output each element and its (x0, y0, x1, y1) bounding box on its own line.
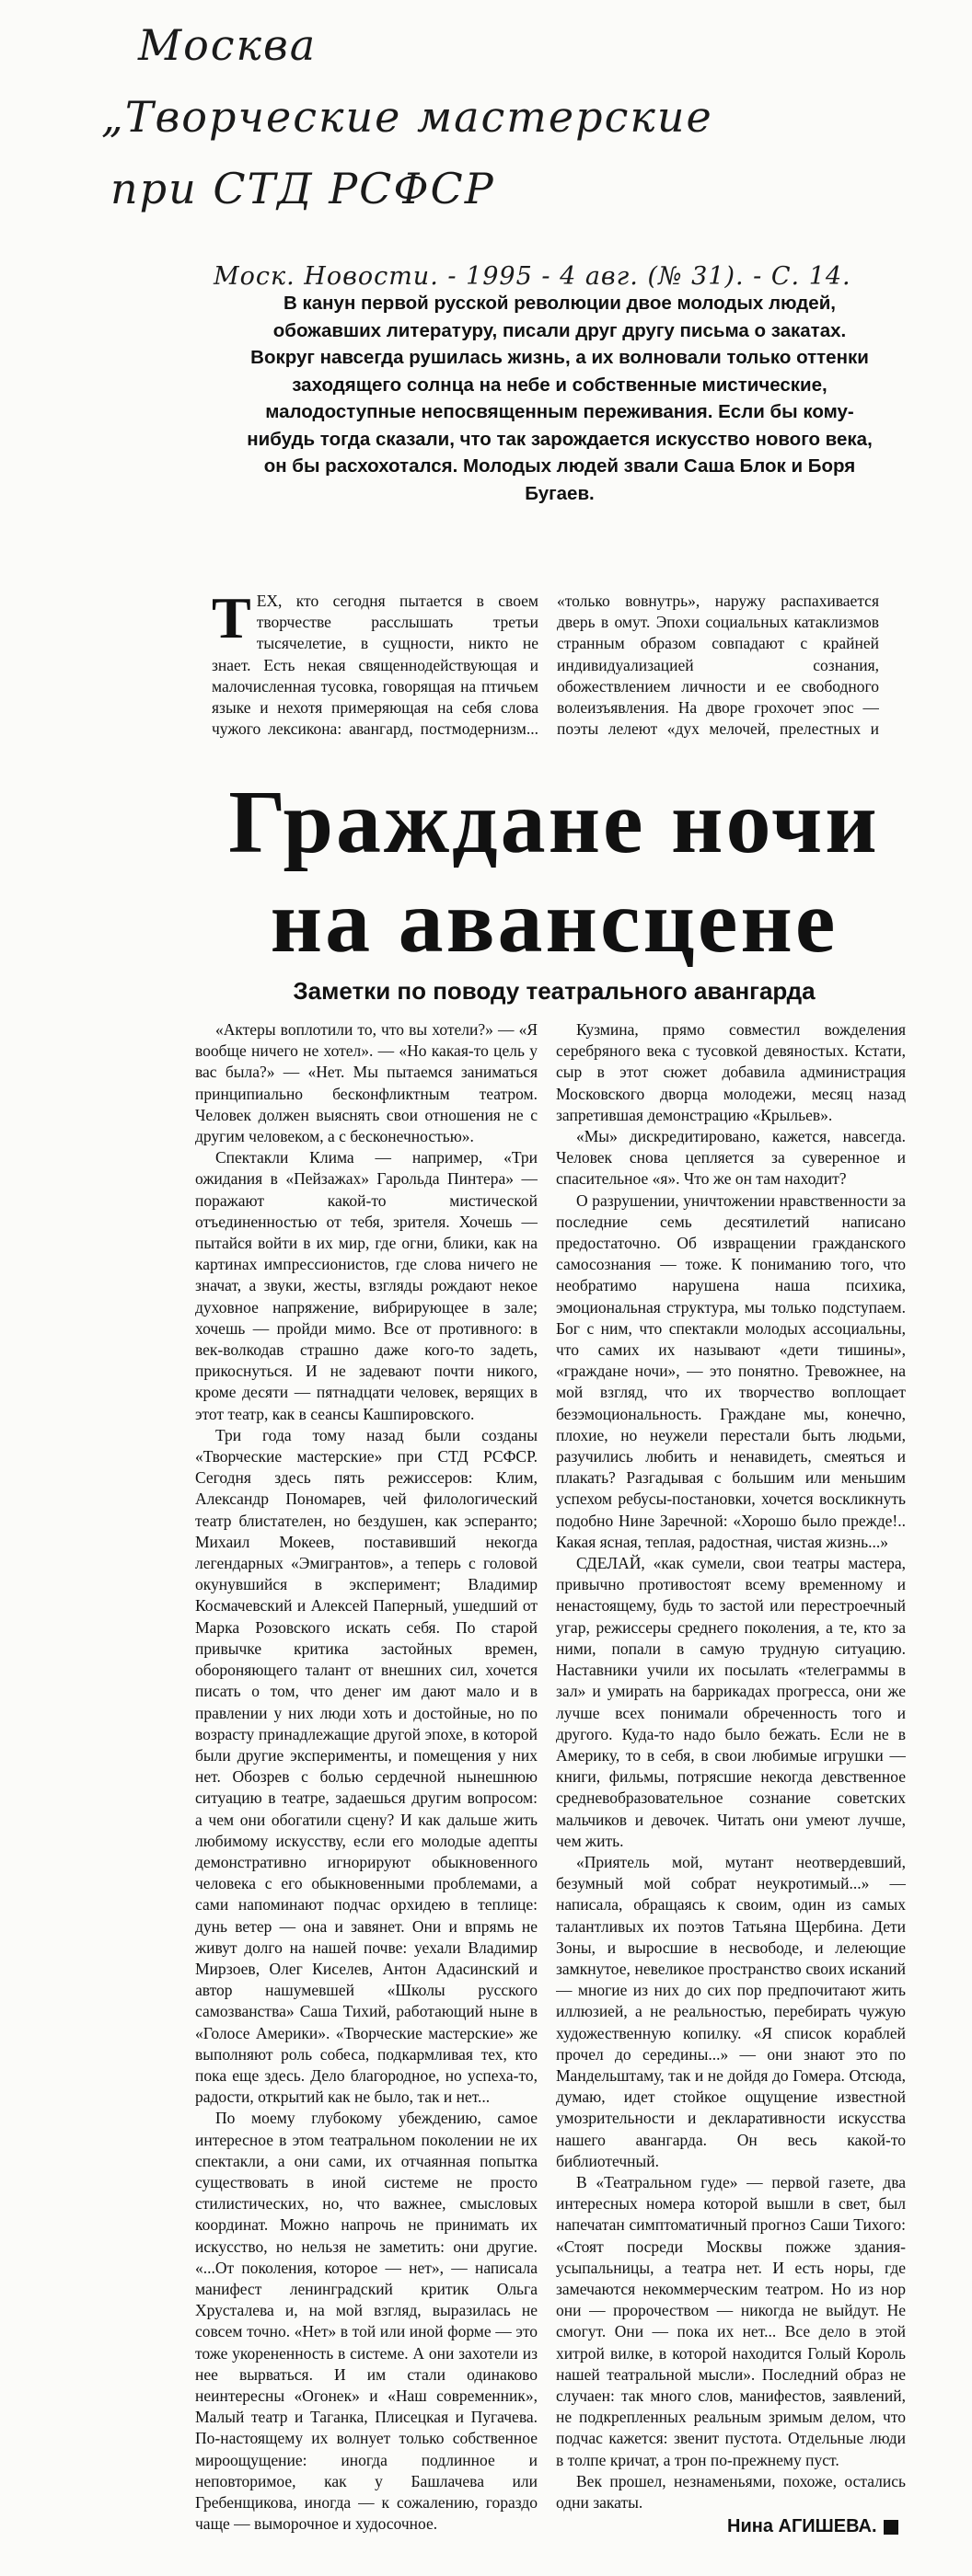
headline-line-1: Граждане ночи (228, 773, 880, 872)
body-paragraph: По моему глубокому убеждению, самое интересное в этом театральном поколении не их спектакли, а они сами, их отчаянная попытка существовать в иной системе не просто стилистических, но, что важнее, смысловых координат. Можно напрочь не принимать их искусство, но нельзя не заметить: они другие. «...От поколения, которое — нет», — написала манифест ленинградский критик Ольга Хрусталева и, на мой взгляд, выразилась не совсем точно. «Нет» в той или иной форме — это тоже укорененность в системе. А они захотели из нее вырваться. И им стали одинаково неинтересны «Огонек» и «Наш современник», Малый театр и Таганка, Плисецкая и Пугачева. По-настоящему их волнует только собственное мироощущение: иногда подлинное и неповторимое, как у Башлачева или Гребенщикова, иногда — к сожалению, гораздо чаще — выморочное и худосочное. (195, 2109, 538, 2534)
body-paragraph: «Мы» дискредитировано, кажется, навсегда. Человек снова цепляется за суверенное и спасительное «я». Что же он там находит? (556, 1127, 906, 1189)
body-paragraph: Кузмина, прямо совместил вожделения серебряного века с тусовкой девяностых. Кстати, сыр в этот сюжет добавила администрация Московского дворца молодежи, месяц назад запретившая демонстрацию «Крыльев». (556, 1020, 906, 1124)
intro-right-column (557, 591, 879, 738)
body-paragraph: Спектакли Клима — например, «Три ожидания в «Пейзажах» Гарольда Пинтера» — поражают какой-то мистической отъединенностью от тебя, зрителя. Хочешь — пытайся войти в их мир, где огни, блики, как на картинах импрессионистов, где слова ничего не значат, а звуки, жесты, взгляды рождают некое духовное напряжение, вибрирующее в зале; хочешь — пройди мимо. Все от противного: в век-волкодав страшно даже кого-то задеть, прикоснуться. И не задевают почти никого, кроме десяти — пятнадцати человек, верящих в этот театр, как в сеансы Кашпировского. (195, 1148, 538, 1423)
body-paragraph: «Актеры воплотили то, что вы хотели?» — «Я вообще ничего не хотел». — «Но какая-то цель у вас была?» — «Нет. Мы пытаемся заниматься принципиально бесконфликтным театром. Человек должен выяснять свои отношения не с другим человеком, а с бесконечностью». (195, 1020, 538, 1146)
end-mark (884, 2520, 898, 2535)
drop-cap: Т (212, 591, 251, 650)
body-left-column (195, 1019, 538, 2537)
handwritten-organization: „Творческие мастерские (101, 92, 713, 142)
body-paragraph: В «Театральном гуде» — первой газете, два интересных номера которой вышли в свет, был напечатан симптоматичный прогноз Саши Тихого: «Стоят посреди Москвы пожже здания-усыпальницы, а театра нет. И есть норы, где замечаются некоммерческим театром. Но из нор они — пророчеством — никогда не выйдут. Не смогут. Они — пока их нет... Все дело в этой хитрой вилке, в которой находится Голый Король нашей театральной мысли». Последний образ не случаен: так много слов, манифестов, заявлений, не подкрепленных реальным зримым делом, что подчас кажется: звенит пустота. Отдельные люди в толпе кричат, а трон по-прежнему пуст. (556, 2172, 906, 2469)
article-headline (195, 773, 913, 972)
body-paragraph: СДЕЛАЙ, «как сумели, свои театры мастера, привычно противостоят всему временному и ненастоящему, будь то застой или перестроечный угар, режиссеры среднего поколения, а те, кто за ними, попали в самую трудную ситуацию. Наставники учили их посылать «телеграммы в зал» и умирать на баррикадах прогресса, они же лучше всех понимали обреченность того и другого. Куда-то надо было бежать. Если не в Америку, то в себя, в свои любимые игрушки — книги, фильмы, потрясшие некогда девственное средневобразовательное сознание советских мальчиков и девочек. Читать они умеют лучше, чем жить. (556, 1554, 906, 1850)
handwritten-source-note: Моск. Новости. - 1995 - 4 авг. (№ 31). - С. 14. (214, 262, 851, 291)
intro-right-text: «только вовнутрь», наружу распахивается дверь в омут. Эпохи социальных катаклизмов странным образом совпадают с крайней индивидуализацией сознания, обожествлением личности и ее свободного волеизъявления. На дворе грохочет эпос — поэты лелеют «дух мелочей, прелестных и (557, 592, 879, 738)
author-signature: Нина АГИШЕВА. (727, 2516, 877, 2536)
intro-left-paragraph (212, 591, 538, 738)
body-paragraph (195, 2535, 538, 2537)
handwritten-city: Москва (138, 20, 318, 70)
article-subtitle: Заметки по поводу театрального авангарда (293, 977, 816, 1005)
body-paragraph: О разрушении, уничтожении нравственности за последние семь десятилетий написано предостаточно. Об извращении гражданского самосознания — тоже. К пониманию того, что необратимо нарушена наша психика, эмоциональная структура, мы только подступаем. Бог с ним, что спектакли молодых ассоциальны, что самих их называют «дети тишины», «граждане ночи», — это понятно. Тревожнее, на мой взгляд, что их творчество воплощает безэмоциональность. Граждане мы, конечно, плохие, но неужели перестали быть людьми, разучились любить и ненавидеть, смеяться и плакать? Разгадывая с большим или меньшим успехом ребусы-постановки, хочется воскликнуть подобно Нине Заречной: «Хорошо было прежде!.. Какая ясная, теплая, радостная, чистая жизнь...» (556, 1190, 906, 1551)
body-paragraph: Три года тому назад были созданы «Творческие мастерские» при СТД РСФСР. Сегодня здесь пять режиссеров: Клим, Александр Пономарев, чей филологический театр блистателен, но бездушен, как эсперанто; Михаил Мокеев, поставивший некогда легендарных «Эмигрантов», а теперь с головой окунувшийся в эксперимент; Владимир Космачевский и Алексей Паперный, ушедший от Марка Розовского искать себя. По старой привычке критика застойных времен, обороняющего талант от внешних сил, хочется писать о том, что денег им дают мало и в правлении у них люди хоть и достойные, но по возрасту принадлежащие другой эпохе, в которой были другие эксперименты, и помещения у них нет. Обозрев с болью сердечной нынешнюю ситуацию в театре, задаешься другим вопросом: а чем они обогатили сцену? И как дальше жить любимому искусству, если его молодые адепты демонстративно игнорируют обыкновенного человека с его обыкновенными проблемами, а сами напоминают подчас орхидею в теплице: дунь ветер — она и завянет. Они и впрямь не живут долго на нашей почве: уехали Владимир Мирзоев, Олег Киселев, Антон Адасинский и автор нашумевшей «Школы русского самозванства» Саша Тихий, работающий ныне в «Голосе Америки». «Творческие мастерские» же выполняют роль собеса, подкармливая тех, кто пока еще здесь. Дело благородное, но успеха-то, радости, открытий как не было, так и нет... (195, 1425, 538, 2107)
handwritten-affiliation: при СТД РСФСР (110, 164, 495, 213)
headline-line-2: на авансцене (270, 872, 839, 972)
body-paragraph: «Приятель мой, мутант неотвердевший, безумный мой собрат неукротимый...» — написала, обращаясь к своим, один из самых талантливых их поэтов Татьяна Щербина. Дети Зоны, и выросшие в несвободе, и лелеющие замкнутое, невеликое пространство своих исканий — многие из них до сих пор предпочитают жить иллюзией, а не реальностью, перебирать чужую художественную копилку. «Я список кораблей прочел до середины...» — они знают это по Мандельштаму, так и не дойдя до Гомера. Отсюда, думаю, идет стойкое ощущение известной умозрительности и декларативности искусства нашего авангарда. Он весь какой-то библиотечный. (556, 1852, 906, 2170)
body-right-column (556, 1019, 906, 2519)
body-paragraph: Век прошел, незнаменьями, похоже, остались одни закаты. (556, 2471, 906, 2513)
article-lead: В канун первой русской революции двое молодых людей, обожавших литературу, писали друг другу письма о закатах. Вокруг навсегда рушилась жизнь, а их волновали только оттенки заходящего солнца на небе и собственные мистические, малодоступные непосвященным переживания. Если бы кому-нибудь тогда сказали, что так зарождается искусство нового века, он бы расхохотался. Молодых людей звали Саша Блок и Боря Бугаев. (247, 293, 873, 504)
intro-left-text: ЕХ, кто сегодня пытается в своем творчестве расслышать третьи тысячелетие, в сущности, никто не знает. Есть некая священнодействующая и малочисленная тусовка, говорящая на птичьем языке и нехотя примеряющая на себя слова чужого лексикона: авангард, постмодернизм... (212, 592, 538, 738)
intro-left-column (212, 591, 538, 738)
